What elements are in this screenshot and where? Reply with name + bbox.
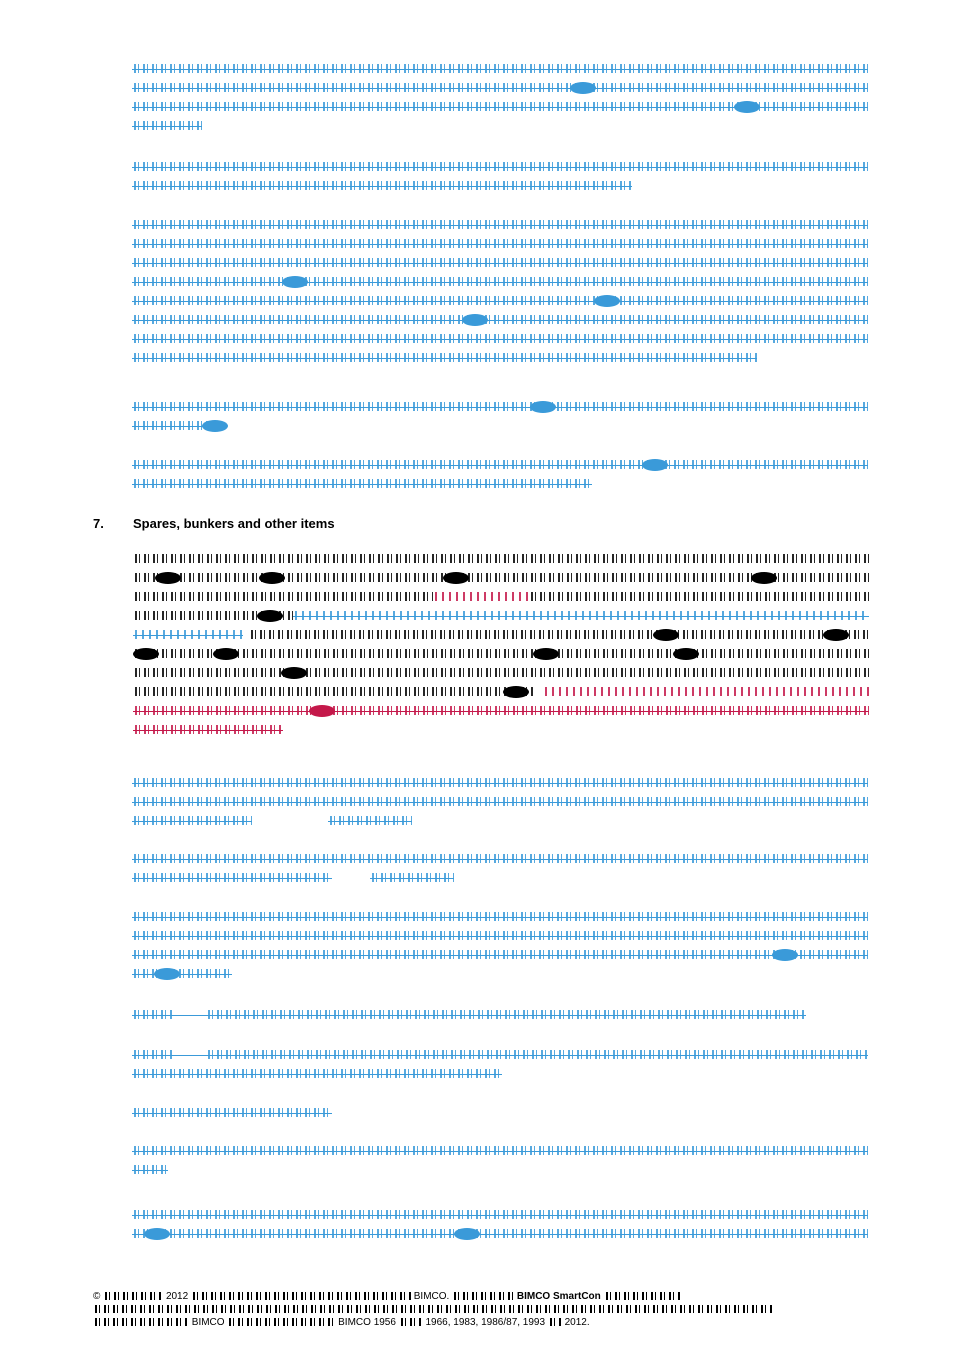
- copyright-year: 2012: [165, 1291, 189, 1302]
- text-line: [133, 628, 873, 642]
- copyright-footer: [93, 1290, 873, 1329]
- text-line: [132, 1067, 870, 1081]
- text-line: [132, 160, 870, 174]
- text-line: [132, 400, 870, 414]
- text-line: [133, 647, 873, 661]
- text-line: [132, 179, 870, 193]
- text-line: [132, 332, 870, 346]
- text-line: [132, 776, 870, 790]
- text-line: [133, 666, 873, 680]
- section-number: 7.: [93, 516, 104, 531]
- text-line: [132, 1227, 870, 1241]
- text-line: [132, 419, 870, 433]
- text-line: [132, 1163, 870, 1177]
- text-line: [132, 967, 870, 981]
- text-line: [132, 1144, 870, 1158]
- text-line: [132, 814, 870, 828]
- text-line: [132, 477, 870, 491]
- text-line: [132, 458, 870, 472]
- footer-line-2: [93, 1303, 873, 1316]
- clause-block-9: [132, 1208, 870, 1246]
- clause-block-3: [132, 218, 870, 370]
- issuer-repeat: BIMCO: [338, 1317, 371, 1328]
- text-line: [133, 723, 873, 737]
- text-line: [133, 552, 873, 566]
- text-line: [133, 685, 873, 699]
- text-line: [132, 218, 870, 232]
- clause-option-b: [132, 1048, 870, 1086]
- clause-block-2: [132, 160, 870, 198]
- text-line: [133, 590, 873, 604]
- clause-block-4: [132, 776, 870, 833]
- text-line: [132, 81, 870, 95]
- text-line: [132, 871, 870, 885]
- clause-block-5: [132, 852, 870, 890]
- text-line: [132, 62, 870, 76]
- text-line: [133, 571, 873, 585]
- clause-block-6: [132, 910, 870, 986]
- text-line: [132, 237, 870, 251]
- clause-option-a: [132, 1008, 870, 1027]
- text-line: [132, 275, 870, 289]
- product-name: BIMCO SmartCon: [516, 1291, 601, 1302]
- text-line: [132, 1008, 870, 1022]
- text-line: [132, 948, 870, 962]
- clause-block-7: [132, 1106, 870, 1125]
- text-line: [132, 910, 870, 924]
- clause-block-8: [132, 1144, 870, 1182]
- text-line: [132, 1048, 870, 1062]
- text-line: [132, 256, 870, 270]
- text-line: [133, 609, 873, 623]
- revision-years: 1966, 1983, 1986/87, 1993: [425, 1317, 546, 1328]
- clause-block-1: [132, 62, 870, 138]
- revision-first: 1956: [373, 1317, 396, 1328]
- text-line: [132, 795, 870, 809]
- footer-line-3: [93, 1316, 873, 1329]
- text-line: [132, 1106, 870, 1120]
- text-line: [132, 1208, 870, 1222]
- final-year: 2012.: [564, 1317, 590, 1328]
- clause-7-body: [133, 552, 873, 742]
- section-title: Spares, bunkers and other items: [133, 516, 335, 531]
- issuer-name: BIMCO.: [413, 1291, 450, 1302]
- text-line: [132, 313, 870, 327]
- copyright-symbol: ©: [93, 1291, 101, 1302]
- footnote-6: [132, 400, 870, 438]
- text-line: [132, 929, 870, 943]
- text-line: [132, 100, 870, 114]
- text-line: [132, 294, 870, 308]
- issuer-site: BIMCO: [191, 1317, 225, 1328]
- footnote-double-asterisk: [132, 458, 870, 496]
- text-line: [132, 351, 870, 365]
- text-line: [133, 704, 873, 718]
- text-line: [132, 852, 870, 866]
- text-line: [132, 119, 870, 133]
- footer-line-1: [93, 1290, 873, 1303]
